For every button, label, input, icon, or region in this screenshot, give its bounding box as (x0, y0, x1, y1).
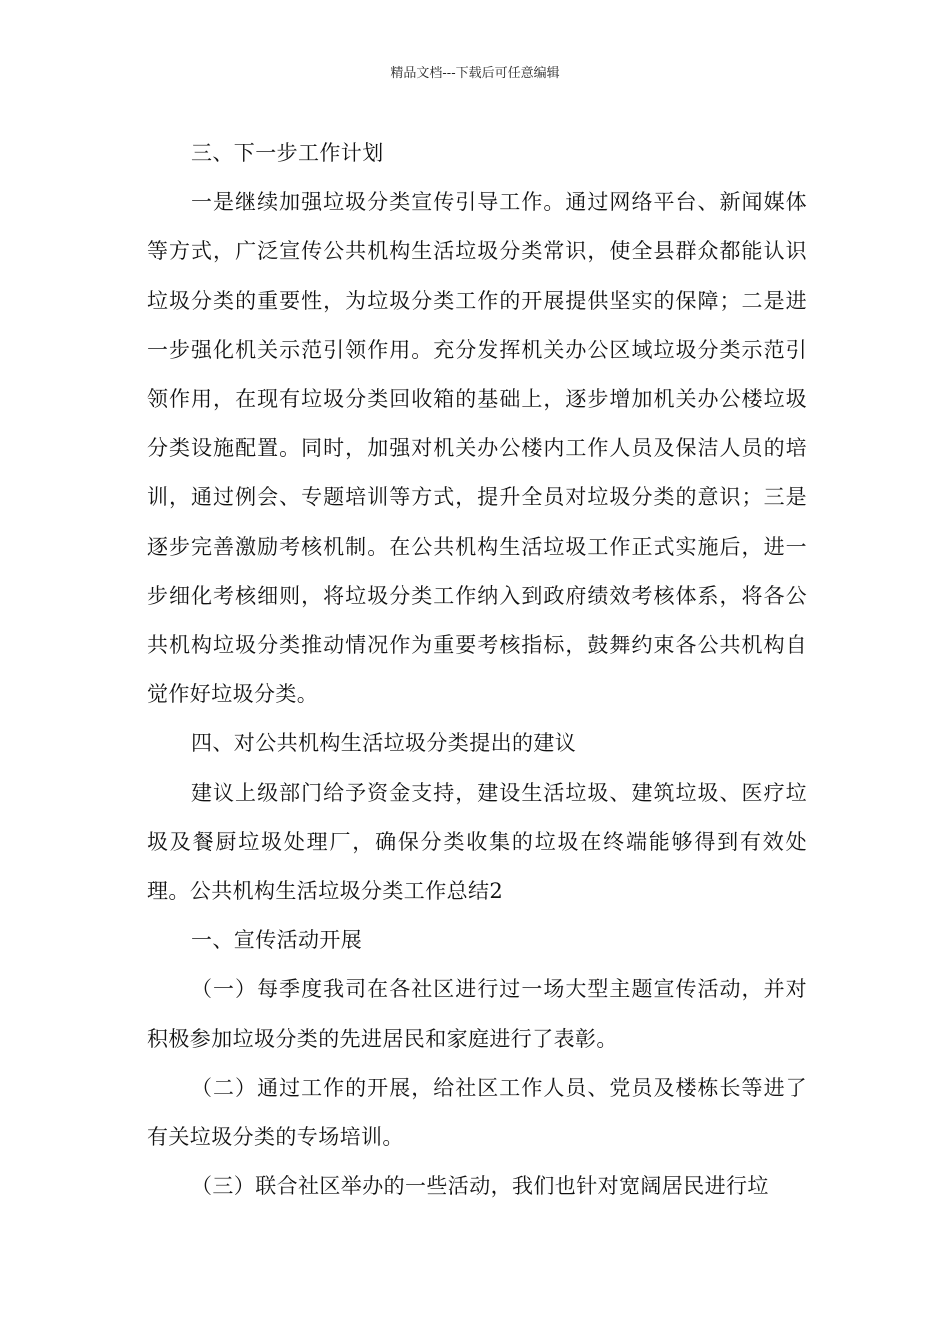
section-heading-next-steps: 三、下一步工作计划 (191, 141, 384, 165)
paragraph-suggestions: 建议上级部门给予资金支持，建设生活垃圾、建筑垃圾、医疗垃圾及餐厨垃圾处理厂，确保分类收集的垃圾在终端能够得到有效处理。公共机构生活垃圾分类工作总结2 (147, 780, 807, 904)
list-item-publicity-3: （三）联合社区举办的一些活动，我们也针对宽阔居民进行垃 (191, 1174, 769, 1199)
section-heading-suggestions: 四、对公共机构生活垃圾分类提出的建议 (191, 731, 577, 756)
list-item-publicity-1: （一）每季度我司在各社区进行过一场大型主题宣传活动，并对积极参加垃圾分类的先进居民和家庭进行了表彰。 (147, 977, 807, 1051)
page-header: 精品文档---下载后可任意编辑 (390, 66, 560, 81)
list-item-publicity-2: （二）通过工作的开展，给社区工作人员、党员及楼栋长等进了有关垃圾分类的专场培训。 (147, 1075, 807, 1150)
paragraph-work-plan: 一是继续加强垃圾分类宣传引导工作。通过网络平台、新闻媒体等方式，广泛宣传公共机构生活垃圾分类常识，使全县群众都能认识垃圾分类的重要性，为垃圾分类工作的开展提供坚实的保障；二是进一步强化机关示范引领作用。充分发挥机关办公区域垃圾分类示范引领作用，在现有垃圾分类回收箱的基础上，逐步增加机关办公楼垃圾分类设施配置。同时，加强对机关办公楼内工作人员及保洁人员的培训，通过例会、专题培训等方式，提升全员对垃圾分类的意识；三是逐步完善激励考核机制。在公共机构生活垃圾工作正式实施后，进一步细化考核细则，将垃圾分类工作纳入到政府绩效考核体系，将各公共机构垃圾分类推动情况作为重要考核指标，鼓舞约束各公共机构自觉作好垃圾分类。 (147, 190, 807, 707)
document-body (147, 129, 807, 1211)
section-heading-publicity: 一、宣传活动开展 (191, 928, 363, 953)
